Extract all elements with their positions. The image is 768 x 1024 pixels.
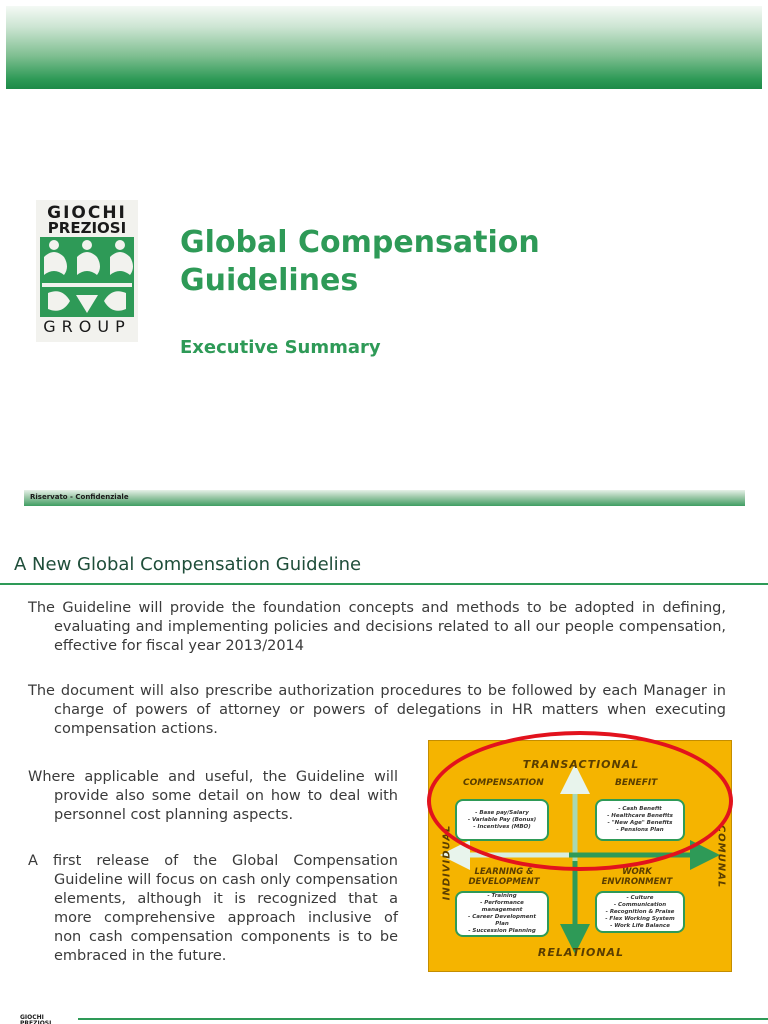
box-item: - Flex Working System [605, 915, 675, 922]
highlight-ellipse [427, 731, 733, 871]
box-item: - Incentives (MBO) [473, 823, 531, 830]
box-item: - Work Life Balance [610, 922, 670, 929]
box-item: - Communication [613, 901, 667, 908]
box-item: - Healthcare Benefits [607, 813, 673, 819]
logo-emblem-icon [40, 237, 134, 317]
footer-logo-line2: PREZIOSI [20, 1020, 52, 1024]
box-item: - Recognition & Praise [605, 908, 675, 915]
logo-text-group: GROUP [43, 317, 131, 336]
quadrant-label-work [597, 867, 677, 887]
footer-logo-line1: GIOCHI [20, 1014, 44, 1021]
paragraph: Where applicable and useful, the Guideline will provide also some detail on how to deal with personnel cost planning aspects. [28, 769, 398, 823]
quadrant-label-learning [459, 867, 549, 887]
axis-label-left: INDIVIDUAL [441, 824, 453, 901]
box-item: - Culture [626, 894, 654, 901]
content-slide [0, 538, 768, 1024]
footer-divider [78, 1018, 768, 1020]
axis-label-top: TRANSACTIONAL [522, 758, 640, 771]
logo-text-preziosi: PREZIOSI [47, 219, 127, 237]
footer-band [24, 490, 745, 506]
quadrant-box-learning [455, 891, 549, 937]
quadrant-label-benefit: BENEFIT [615, 778, 658, 788]
box-item: - Pensions Plan [616, 827, 664, 833]
logo-text-giochi: GIOCHI [47, 203, 127, 223]
box-item: - Cash Benefit [618, 806, 662, 812]
header-band [6, 6, 762, 89]
slide-title: A New Global Compensation Guideline [14, 554, 362, 575]
quadrant-label-work-line2: ENVIRONMENT [601, 877, 673, 887]
paragraph: A first release of the Global Compensation Guideline will focus on cash only compensation elements, although it is recognized that a more comprehensive approach inclusive of non cash compensation components is to be embraced in the future. [28, 853, 398, 964]
confidential-label: Riservato - Confidenziale [30, 493, 129, 501]
box-item: - Career Development [468, 914, 536, 920]
page-title [180, 224, 700, 300]
box-item: - Base pay/Salary [475, 809, 529, 816]
quadrant-label-learning-line2: DEVELOPMENT [468, 877, 540, 887]
quadrant-box-work [595, 891, 685, 933]
box-item: - Succession Planning [468, 928, 536, 934]
box-item: - Performance [480, 900, 524, 906]
company-logo [36, 200, 138, 342]
box-item: Plan [495, 921, 509, 927]
box-item: - "New Age" Benefits [607, 820, 673, 826]
title-divider [0, 583, 768, 585]
box-item: - Training [487, 893, 517, 899]
axis-label-bottom: RELATIONAL [537, 946, 625, 959]
axis-label-right: COMUNAL [715, 824, 727, 889]
footer-logo [20, 1015, 51, 1024]
title-line-2: Guidelines [180, 263, 359, 298]
box-item: management [481, 907, 523, 913]
quadrant-label-learning-line1: LEARNING & [474, 867, 534, 877]
page-subtitle: Executive Summary [180, 337, 381, 358]
paragraph: The document will also prescribe authorization procedures to be followed by each Manager in charge of powers of attorney or powers of delegations in HR matters when executing compensation actions. [28, 683, 726, 737]
title-line-1: Global Compensation [180, 225, 540, 260]
paragraph: The Guideline will provide the foundation concepts and methods to be adopted in defining, evaluating and implementing policies and decisions related to all our people compensation, effective for fiscal year 2013/2014 [28, 600, 726, 654]
quadrant-label-compensation: COMPENSATION [463, 778, 544, 788]
quadrant-label-work-line1: WORK [622, 867, 652, 877]
box-item: - Variable Pay (Bonus) [467, 816, 537, 823]
